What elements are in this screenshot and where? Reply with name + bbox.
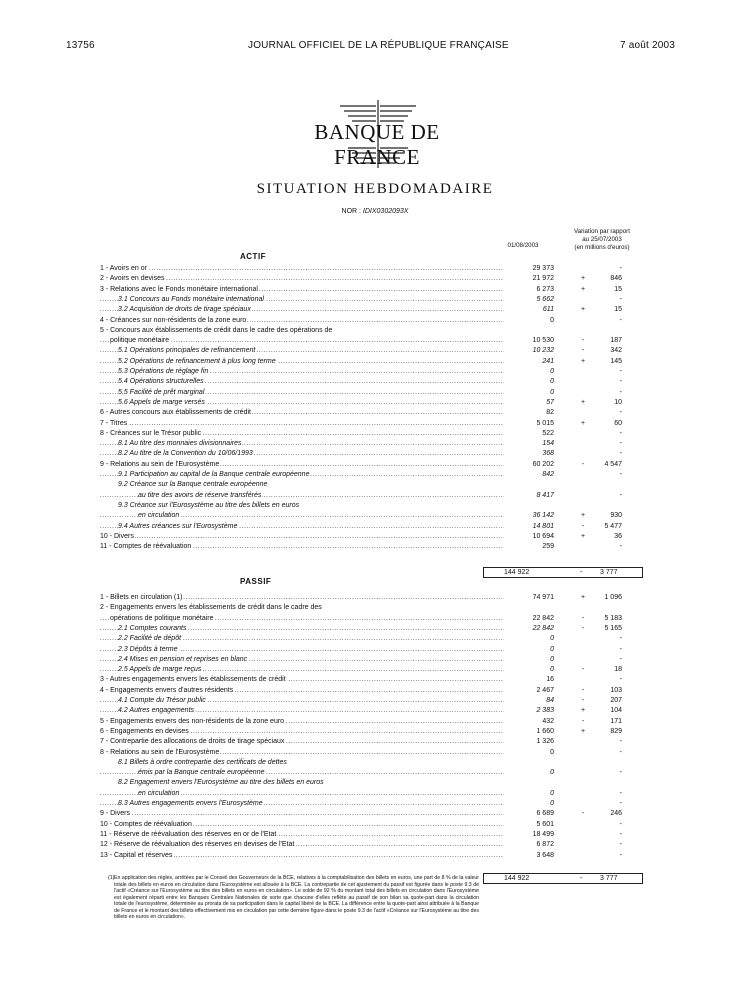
- row-label: 5.4 Opérations structurelles: [118, 378, 204, 386]
- passif-row: [100, 840, 660, 850]
- row-variation: 60: [614, 419, 622, 427]
- row-value: 29 373: [532, 265, 554, 272]
- row-variation: -: [619, 676, 622, 684]
- row-variation: 171: [610, 717, 622, 725]
- row-variation: -: [619, 440, 622, 448]
- nor-label: NOR :: [341, 208, 361, 215]
- row-sign: +: [580, 285, 586, 293]
- row-variation: 187: [610, 337, 622, 345]
- row-label: 6 - Autres concours aux établissements de crédit: [100, 409, 251, 417]
- row-label: 8.2 Au titre de la Convention du 10/06/1993: [118, 450, 253, 458]
- row-value: 14 801: [532, 522, 554, 530]
- row-sign: -: [581, 522, 585, 530]
- row-label: 4 - Créances sur non-résidents de la zone euro: [100, 316, 247, 324]
- row-value: 368: [542, 450, 554, 458]
- row-value: 241: [542, 357, 554, 365]
- actif-row: [100, 388, 660, 398]
- row-variation: 104: [610, 707, 622, 715]
- actif-total: [483, 567, 643, 578]
- row-value: 0: [550, 368, 554, 375]
- row-variation: 15: [614, 285, 622, 293]
- row-sign: +: [580, 532, 586, 540]
- variation-line2: au 25/07/2003: [582, 236, 622, 243]
- row-label: 9.2 Créance sur la Banque centrale européenne: [118, 481, 268, 489]
- actif-row: [100, 470, 660, 480]
- row-sign: -: [581, 697, 585, 704]
- row-sign: +: [580, 275, 586, 283]
- row-variation: 36: [614, 532, 622, 540]
- row-variation: -: [619, 800, 622, 807]
- passif-row: [100, 634, 660, 644]
- row-sign: -: [581, 624, 585, 632]
- passif-row: [100, 851, 660, 861]
- passif-row: [100, 758, 660, 768]
- row-value: 0: [550, 748, 554, 756]
- row-value: 522: [542, 429, 554, 437]
- row-label: 8 - Créances sur le Trésor public: [100, 429, 202, 437]
- header-date: 7 août 2003: [620, 40, 676, 51]
- row-label: 8.1 Billets à ordre contrepartie des certificats de dettes: [118, 758, 287, 766]
- row-sign: +: [580, 594, 586, 601]
- actif-row: [100, 408, 660, 418]
- row-value: 6 872: [536, 841, 554, 849]
- row-label: 2.2 Facilité de dépôt: [118, 635, 182, 643]
- passif-row: [100, 655, 660, 665]
- row-variation: 829: [610, 727, 622, 735]
- row-value: 154: [542, 440, 554, 448]
- row-variation: -: [619, 655, 622, 663]
- row-variation: 18: [614, 666, 622, 674]
- row-variation: -: [619, 471, 622, 478]
- nor-code: IDIX0302093X: [362, 208, 409, 215]
- page-title: SITUATION HEBDOMADAIRE: [256, 181, 494, 197]
- row-variation: -: [619, 429, 622, 437]
- row-variation: -: [619, 769, 622, 777]
- row-label: opérations de politique monétaire: [110, 614, 214, 622]
- row-label: 8 - Relations au sein de l'Eurosystème: [100, 748, 220, 756]
- row-value: 259: [542, 543, 554, 551]
- row-label: 10 - Divers: [100, 532, 134, 540]
- row-label: 1 - Billets en circulation (1): [100, 594, 183, 601]
- actif-row: [100, 491, 660, 501]
- row-sign: -: [581, 337, 585, 345]
- row-value: 2 467: [536, 686, 554, 694]
- row-variation: -: [619, 265, 622, 272]
- actif-row: [100, 511, 660, 521]
- row-label: 3.1 Concours au Fonds monétaire international: [118, 295, 264, 303]
- row-label: 8.1 Au titre des monnaies divisionnaires: [118, 440, 242, 448]
- row-label: 9 - Divers: [100, 810, 130, 818]
- row-variation: 342: [610, 347, 622, 355]
- row-sign: -: [581, 666, 585, 674]
- row-value: 6 273: [536, 285, 554, 293]
- passif-row: [100, 645, 660, 655]
- row-label: 5.3 Opérations de réglage fin: [118, 368, 209, 375]
- passif-row: [100, 717, 660, 727]
- row-sign: -: [581, 810, 585, 818]
- row-variation: 103: [610, 686, 622, 694]
- passif-row: [100, 820, 660, 830]
- row-value: 57: [546, 398, 554, 406]
- row-value: 0: [550, 769, 554, 777]
- row-label: 8.3 Autres engagements envers l'Eurosystème: [118, 800, 263, 807]
- row-label: 3 - Autres engagements envers les établissements de crédit: [100, 676, 286, 684]
- row-value: 10 694: [532, 532, 554, 540]
- row-sign: -: [581, 347, 585, 355]
- row-value: 10 232: [532, 347, 554, 355]
- passif-row: [100, 789, 660, 799]
- actif-row: [100, 285, 660, 295]
- row-value: 82: [546, 409, 554, 417]
- row-sign: +: [580, 398, 586, 406]
- passif-row: [100, 748, 660, 758]
- row-label: 9.1 Participation au capital de la Banque centrale européenne: [118, 471, 310, 478]
- actif-row: [100, 398, 660, 408]
- row-variation: -: [619, 316, 622, 324]
- page-number: 13756: [66, 40, 95, 51]
- row-variation: 5 165: [604, 624, 622, 632]
- passif-row: [100, 778, 660, 788]
- row-label: 5.6 Appels de marge versés: [118, 398, 205, 406]
- actif-row: [100, 522, 660, 532]
- row-value: 74 971: [532, 594, 554, 601]
- row-value: 0: [550, 635, 554, 643]
- row-value: 16: [546, 676, 554, 684]
- row-variation: 5 477: [604, 522, 622, 530]
- row-value: 36 142: [532, 512, 554, 520]
- row-label: en circulation: [138, 789, 180, 797]
- actif-row: [100, 367, 660, 377]
- row-label: 5.1 Opérations principales de refinancement: [118, 347, 256, 355]
- row-variation: -: [619, 645, 622, 653]
- row-value: 0: [550, 316, 554, 324]
- passif-total: [483, 873, 643, 884]
- row-value: 611: [542, 306, 554, 314]
- passif-total-sign: -: [580, 875, 583, 882]
- passif-row: [100, 809, 660, 819]
- passif-row: [100, 830, 660, 840]
- row-label: 12 - Réserve de réévaluation des réserves en devises de l'Etat: [100, 841, 295, 849]
- actif-row: [100, 532, 660, 542]
- row-sign: -: [581, 614, 585, 622]
- row-label: 7 - Titres: [100, 419, 128, 427]
- actif-row: [100, 336, 660, 346]
- nor-reference: [0, 208, 750, 215]
- passif-row: [100, 603, 660, 613]
- actif-row: [100, 264, 660, 274]
- row-value: 0: [550, 645, 554, 653]
- row-variation: 145: [610, 357, 622, 365]
- row-variation: -: [619, 789, 622, 797]
- row-label: 2.1 Comptes courants: [118, 624, 187, 632]
- bank-name: BANQUE DE FRANCE: [314, 120, 440, 169]
- passif-heading: PASSIF: [240, 577, 272, 586]
- row-value: 1 660: [536, 727, 554, 735]
- actif-row: [100, 501, 660, 511]
- row-variation: 15: [614, 306, 622, 314]
- row-label: 3.2 Acquisition de droits de tirage spéciaux: [118, 306, 251, 314]
- row-label: 4.1 Compte du Trésor public: [118, 697, 206, 704]
- row-sign: +: [580, 512, 586, 520]
- row-label: au titre des avoirs de réserve transférés: [138, 491, 262, 499]
- row-value: 3 648: [536, 851, 554, 859]
- row-label: 13 - Capital et réserves: [100, 851, 173, 859]
- row-label: en circulation: [138, 512, 180, 520]
- actif-total-value: 144 922: [504, 569, 530, 576]
- passif-total-variation: 3 777: [600, 875, 618, 882]
- row-label: 11 - Réserve de réévaluation des réserves en or de l'Etat: [100, 830, 277, 838]
- row-variation: -: [619, 491, 622, 499]
- row-variation: -: [619, 820, 622, 828]
- row-value: 84: [546, 697, 554, 704]
- actif-row: [100, 480, 660, 490]
- row-value: 22 842: [532, 624, 554, 632]
- row-value: 10 530: [532, 337, 554, 345]
- row-label: 2 - Engagements envers les établissements de crédit dans le cadre des: [100, 604, 322, 612]
- row-value: 0: [550, 378, 554, 386]
- row-sign: -: [581, 717, 585, 725]
- row-variation: 5 183: [604, 614, 622, 622]
- row-value: 22 842: [532, 614, 554, 622]
- actif-row: [100, 305, 660, 315]
- row-label: 5.5 Facilité de prêt marginal: [118, 388, 205, 396]
- journal-title: JOURNAL OFFICIEL DE LA RÉPUBLIQUE FRANÇAISE: [248, 40, 509, 51]
- row-label: 7 - Contrepartie des allocations de droits de tirage spéciaux: [100, 738, 285, 746]
- actif-row: [100, 542, 660, 552]
- row-label: 4.2 Autres engagements: [118, 707, 195, 715]
- row-variation: -: [619, 841, 622, 849]
- footnote: [108, 875, 479, 921]
- row-value: 0: [550, 655, 554, 663]
- actif-row: [100, 357, 660, 367]
- actif-row: [100, 419, 660, 429]
- row-variation: -: [619, 368, 622, 375]
- row-value: 21 972: [532, 275, 554, 283]
- actif-row: [100, 326, 660, 336]
- row-label: 5 - Engagements envers des non-résidents de la zone euro: [100, 717, 285, 725]
- passif-row: [100, 614, 660, 624]
- row-value: 5 601: [536, 820, 554, 828]
- row-variation: -: [619, 830, 622, 838]
- row-value: 842: [542, 471, 554, 478]
- row-label: 6 - Engagements en devises: [100, 727, 189, 735]
- passif-row: [100, 737, 660, 747]
- row-sign: +: [580, 419, 586, 427]
- row-value: 18 499: [532, 830, 554, 838]
- actif-row: [100, 346, 660, 356]
- row-variation: 246: [610, 810, 622, 818]
- row-variation: -: [619, 738, 622, 746]
- row-variation: 4 547: [604, 460, 622, 468]
- actif-row: [100, 274, 660, 284]
- passif-row: [100, 675, 660, 685]
- row-variation: -: [619, 543, 622, 551]
- row-label: 1 - Avoirs en or: [100, 265, 147, 272]
- passif-row: [100, 665, 660, 675]
- row-label: 2.3 Dépôts à terme: [118, 645, 178, 653]
- row-variation: -: [619, 851, 622, 859]
- passif-row: [100, 768, 660, 778]
- passif-row: [100, 686, 660, 696]
- row-sign: +: [580, 727, 586, 735]
- row-value: 0: [550, 789, 554, 797]
- row-variation: -: [619, 748, 622, 756]
- actif-row: [100, 377, 660, 387]
- column-date: 01/08/2003: [507, 242, 539, 249]
- passif-row: [100, 706, 660, 716]
- row-label: 5.2 Opérations de refinancement à plus long terme: [118, 357, 276, 365]
- passif-row: [100, 799, 660, 809]
- row-value: 6 689: [536, 810, 554, 818]
- passif-total-value: 144 922: [504, 875, 530, 882]
- row-variation: 10: [614, 398, 622, 406]
- row-label: 11 - Comptes de réévaluation: [100, 543, 192, 551]
- row-label: émis par la Banque centrale européenne: [138, 769, 265, 777]
- actif-row: [100, 316, 660, 326]
- row-label: politique monétaire: [110, 337, 170, 345]
- actif-row: [100, 460, 660, 470]
- row-value: 1 326: [536, 738, 554, 746]
- row-label: 2 - Avoirs en devises: [100, 275, 165, 283]
- passif-row: [100, 727, 660, 737]
- variation-line1: Variation par rapport: [574, 228, 630, 235]
- row-label: 9.3 Créance sur l'Eurosystème au titre des billets en euros: [118, 501, 300, 509]
- row-label: 8.2 Engagement envers l'Eurosystème au titre des billets en euros: [118, 779, 324, 787]
- row-sign: -: [581, 686, 585, 694]
- passif-row: [100, 624, 660, 634]
- row-sign: +: [580, 357, 586, 365]
- row-value: 60 202: [532, 460, 554, 468]
- row-label: 4 - Engagements envers d'autres résidents: [100, 686, 234, 694]
- actif-row: [100, 439, 660, 449]
- row-label: 9 - Relations au sein de l'Eurosystème: [100, 460, 220, 468]
- row-value: 8 417: [536, 491, 554, 499]
- actif-heading: ACTIF: [240, 252, 267, 261]
- footnote-text: En application des règles, arrêtées par le Conseil des Gouverneurs de la BCE, relatives à la comptabilisation des billets en euros, une part de 8 % de la valeur totale des billets en euros en circulation dans l'Eurosystème est allouée à la BCE. La contrepartie de cet ajustement du passif est figurée dans le poste 9.3 de l'actif «Créance sur l'Eurosystème au titre des billets en euros en circulation». Le solde de 92 % du montant total des billets en circulation dans l'Eurosystème est également réparti entre les Banques Centrales Nationales de sorte que chacune d'elles reflète au passif de son bilan sa quote-part dans la circulation totale de l'eurosystème, déterminée au prorata de sa participation dans le capital libéré de la BCE. La différence entre la quote-part ainsi attribuée à la Banque de France et le montant des billets effectivement mis en circulation par cette dernière figure dans le poste 9.3 de l'actif «Créance sur l'Eurosystème au titre des billets en euros en circulation».: [114, 875, 479, 920]
- actif-row: [100, 429, 660, 439]
- actif-row: [100, 449, 660, 459]
- row-sign: +: [580, 306, 586, 314]
- row-sign: -: [581, 460, 585, 468]
- row-variation: 207: [610, 697, 622, 704]
- unit-label: (en millions d'euros): [574, 244, 630, 251]
- row-variation: -: [619, 295, 622, 303]
- column-variation: [562, 228, 642, 252]
- passif-row: [100, 593, 660, 603]
- row-sign: +: [580, 707, 586, 715]
- row-variation: -: [619, 635, 622, 643]
- row-variation: -: [619, 378, 622, 386]
- row-value: 5 015: [536, 419, 554, 427]
- row-label: 9.4 Autres créances sur l'Eurosystème: [118, 522, 238, 530]
- footnote-number: (1): [108, 875, 115, 881]
- row-label: 10 - Comptes de réévaluation: [100, 820, 192, 828]
- row-variation: -: [619, 388, 622, 396]
- actif-total-sign: -: [580, 569, 583, 576]
- row-value: 432: [542, 717, 554, 725]
- row-variation: 930: [610, 512, 622, 520]
- row-value: 2 383: [536, 707, 554, 715]
- row-variation: -: [619, 409, 622, 417]
- row-label: 2.4 Mises en pension et reprises en blanc: [118, 655, 248, 663]
- actif-total-variation: 3 777: [600, 569, 618, 576]
- row-value: 5 662: [536, 295, 554, 303]
- row-label: 3 - Relations avec le Fonds monétaire international: [100, 285, 258, 293]
- row-value: 0: [550, 666, 554, 674]
- row-label: 5 - Concours aux établissements de crédit dans le cadre des opérations de: [100, 326, 333, 334]
- row-variation: 1 096: [604, 594, 622, 601]
- passif-row: [100, 696, 660, 706]
- actif-row: [100, 295, 660, 305]
- row-value: 0: [550, 800, 554, 807]
- row-variation: 846: [610, 275, 622, 283]
- row-label: 2.5 Appels de marge reçus: [118, 666, 202, 674]
- row-value: 0: [550, 388, 554, 396]
- row-variation: -: [619, 450, 622, 458]
